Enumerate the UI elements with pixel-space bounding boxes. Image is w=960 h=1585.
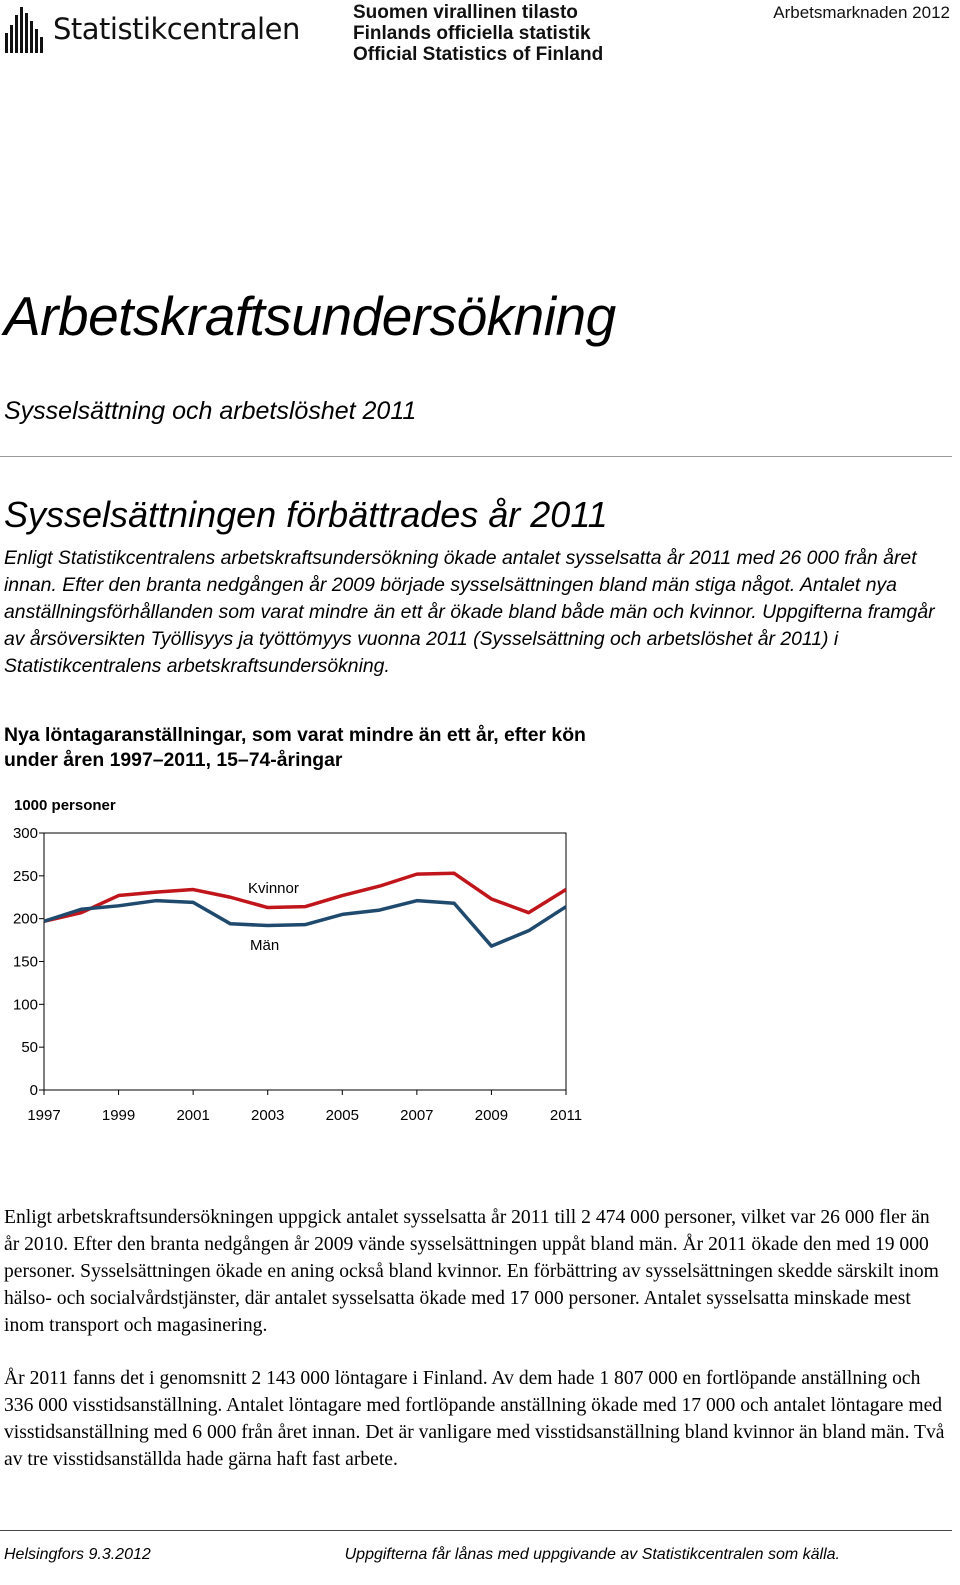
x-tick-label: 2011 (549, 1107, 583, 1124)
x-tick-label: 2009 (474, 1107, 509, 1124)
footer-source-note: Uppgifterna får lånas med uppgivande av Statistikcentralen som källa. (344, 1546, 840, 1563)
body-paragraph-1: Enligt arbetskraftsundersökningen uppgick antalet sysselsatta år 2011 till 2 474 000 personer, vilket var 26 000 fler än år 2010. Efter den branta nedgången år 2009 vände sysselsättningen uppåt bland män. År 2011 ökade den med 19 000 personer. Sysselsättningen ökade en aning också bland kvinnor. En förbättring av sysselsättningen skedde särskilt inom hälso- och socialvårdstjänster, där antalet sysselsatta ökade med 17 000 personer. Antalet sysselsatta minskade mest inom transport och magasinering. (4, 1207, 939, 1336)
y-tick-label: 50 (21, 1039, 38, 1057)
y-tick-label: 100 (12, 996, 38, 1014)
footer-place-date: Helsingfors 9.3.2012 (4, 1546, 151, 1563)
chart-title: Nya löntagaranställningar, som varat mindre än ett år, efter kön under åren 1997–2011, 15–74-åringar (4, 724, 586, 771)
section-headline: Sysselsättningen förbättrades år 2011 (4, 494, 608, 535)
x-tick-label: 2003 (251, 1107, 285, 1124)
official-line-sv: Finlands officiella statistik (353, 23, 591, 44)
lead-paragraph: Enligt Statistikcentralens arbetskraftsundersökning ökade antalet sysselsatta år 2011 med 26 000 från året innan. Efter den branta nedgången år 2009 började sysselsättningen bland män stiga något. Antalet nya anställningsförhållanden som varat mindre än ett år ökade bland både män och kvinnor. Uppgifterna framgår av årsöversikten Työllisyys ja työttömyys vuonna 2011 (Sysselsättning och arbetslöshet år 2011) i Statistikcentralens arbetskraftsundersökning. (4, 547, 935, 677)
logo-text: Statistikcentralen (53, 12, 300, 46)
footer-divider (0, 1530, 952, 1531)
official-line-en: Official Statistics of Finland (353, 44, 604, 65)
title-divider (0, 456, 952, 457)
plot-area (44, 833, 566, 1090)
x-tick-label: 1997 (27, 1107, 61, 1124)
y-axis-label: 1000 personer (14, 797, 116, 814)
official-statistics-label (353, 2, 603, 65)
x-tick-label: 1999 (101, 1107, 136, 1124)
x-tick-label: 2005 (325, 1107, 359, 1124)
statistikcentralen-logo (3, 2, 303, 56)
page-subtitle: Sysselsättning och arbetslöshet 2011 (4, 397, 417, 425)
official-line-fi: Suomen virallinen tilasto (353, 2, 578, 23)
publication-name: Arbetsmarknaden 2012 (773, 3, 950, 22)
y-tick-label: 200 (12, 910, 38, 928)
logo-mark-icon (3, 3, 47, 55)
body-paragraph-2: År 2011 fanns det i genomsnitt 2 143 000 löntagare i Finland. Av dem hade 1 807 000 en fortlöpande anställning och 336 000 visstidsanställning. Antalet löntagare med fortlöpande anställning ökade med 17 000 och antalet löntagare med visstidsanställning med 6 000 från året innan. Det är vanligare med visstidsanställning bland kvinnor än bland män. Två av tre visstidsanställda hade gärna haft fast arbete. (4, 1368, 945, 1470)
x-tick-label: 2001 (176, 1107, 210, 1124)
y-tick-label: 300 (12, 825, 38, 842)
x-tick-label: 2007 (400, 1107, 434, 1124)
y-tick-label: 150 (12, 953, 38, 971)
series-label-man: Män (250, 937, 280, 954)
series-label-kvinnor: Kvinnor (248, 880, 299, 897)
y-tick-label: 250 (12, 867, 38, 885)
page-title: Arbetskraftsundersökning (4, 285, 616, 347)
series-line-kvinnor (44, 873, 566, 921)
y-tick-label: 0 (29, 1082, 38, 1099)
line-chart (0, 790, 600, 1130)
